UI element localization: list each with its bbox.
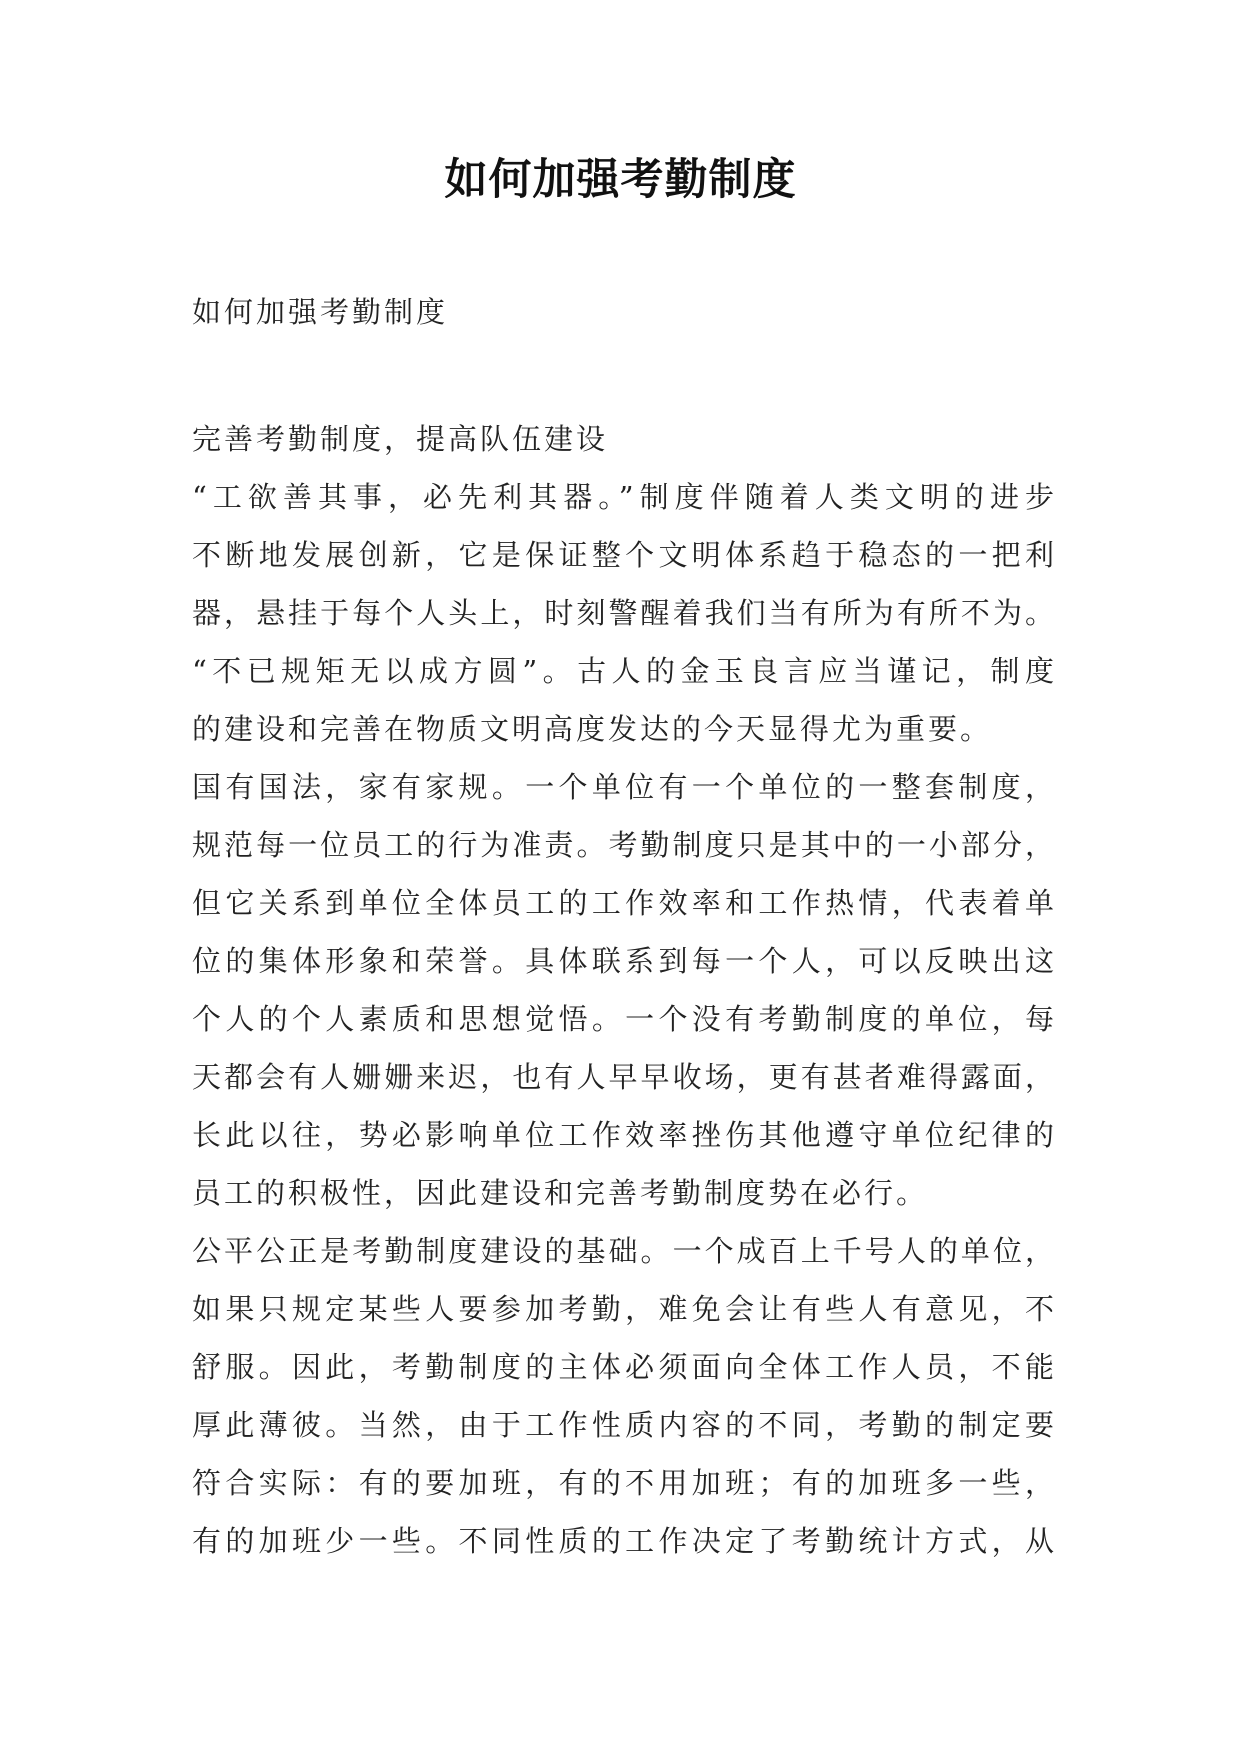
body-line: 不断地发展创新，它是保证整个文明体系趋于稳态的一把利 — [192, 538, 1054, 572]
body-line: 有的加班少一些。不同性质的工作决定了考勤统计方式，从 — [192, 1524, 1054, 1558]
section-heading: 完善考勤制度，提高队伍建设 — [192, 422, 609, 456]
body-line: 国有国法，家有家规。一个单位有一个单位的一整套制度， — [192, 770, 1054, 804]
body-line: 长此以往，势必影响单位工作效率挫伤其他遵守单位纪律的 — [192, 1118, 1054, 1152]
document-title: 如何加强考勤制度 — [444, 155, 797, 205]
body-line: 舒服。因此，考勤制度的主体必须面向全体工作人员，不能 — [192, 1350, 1054, 1384]
body-line: 的建设和完善在物质文明高度发达的今天显得尤为重要。 — [192, 712, 993, 746]
body-line: 符合实际：有的要加班，有的不用加班；有的加班多一些， — [192, 1466, 1054, 1500]
document-body — [192, 410, 1054, 1570]
body-line: 位的集体形象和荣誉。具体联系到每一个人，可以反映出这 — [192, 944, 1054, 978]
document-subtitle: 如何加强考勤制度 — [192, 295, 449, 329]
body-line: “工欲善其事，必先利其器。”制度伴随着人类文明的进步 — [192, 480, 1054, 514]
body-line: 天都会有人姗姗来迟，也有人早早收场，更有甚者难得露面， — [192, 1060, 1054, 1094]
body-line: 规范每一位员工的行为准责。考勤制度只是其中的一小部分， — [192, 828, 1054, 862]
body-line: 如果只规定某些人要参加考勤，难免会让有些人有意见，不 — [192, 1292, 1054, 1326]
body-line: 但它关系到单位全体员工的工作效率和工作热情，代表着单 — [192, 886, 1054, 920]
body-line: 厚此薄彼。当然，由于工作性质内容的不同，考勤的制定要 — [192, 1408, 1054, 1442]
body-line: 公平公正是考勤制度建设的基础。一个成百上千号人的单位， — [192, 1234, 1054, 1268]
body-line: “不已规矩无以成方圆”。古人的金玉良言应当谨记，制度 — [192, 654, 1054, 688]
body-line: 个人的个人素质和思想觉悟。一个没有考勤制度的单位，每 — [192, 1002, 1054, 1036]
body-line: 员工的积极性，因此建设和完善考勤制度势在必行。 — [192, 1176, 929, 1210]
body-line: 器，悬挂于每个人头上，时刻警醒着我们当有所为有所不为。 — [192, 596, 1054, 630]
